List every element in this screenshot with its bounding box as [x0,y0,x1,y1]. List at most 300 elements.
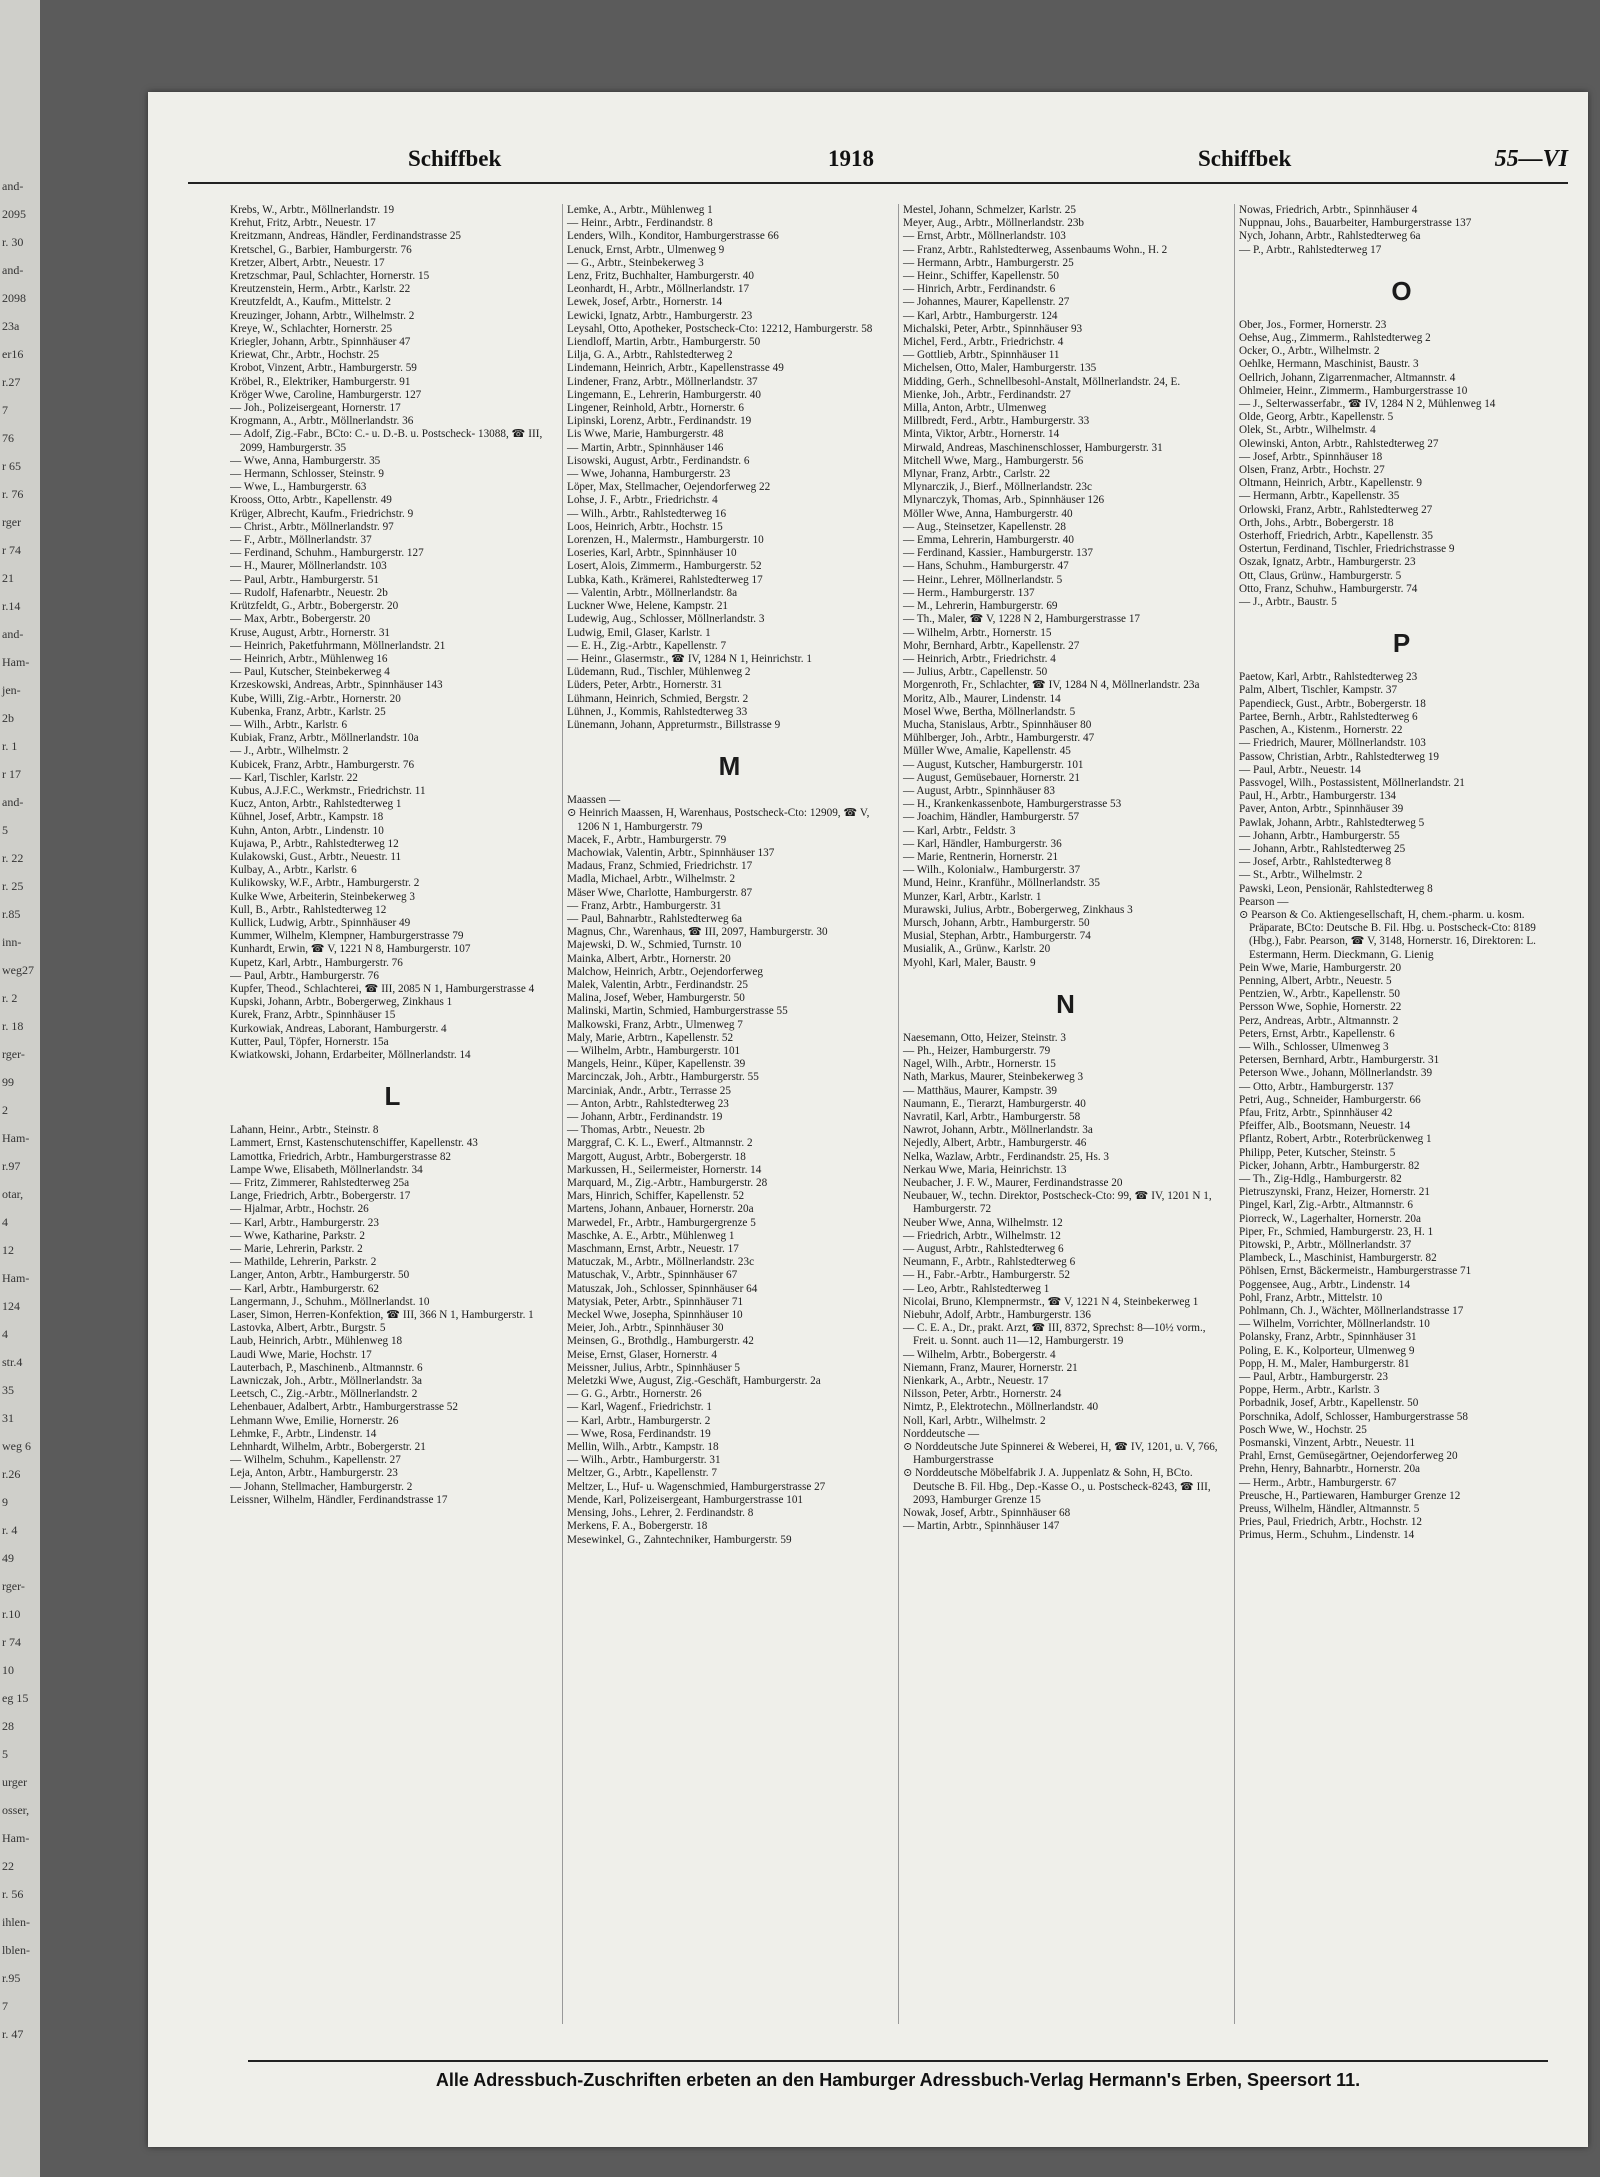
directory-entry: — Wilh., Schlosser, Ulmenweg 3 [1239,1040,1389,1053]
directory-entry: Meissner, Julius, Arbtr., Spinnhäuser 5 [567,1361,740,1374]
directory-entry: Matuszak, Joh., Schlosser, Spinnhäuser 64 [567,1282,758,1295]
directory-entry: Murawski, Julius, Arbtr., Bobergerweg, Zinkhaus 3 [903,903,1133,916]
section-letter: M [718,751,741,782]
directory-entry: Kreuzinger, Johann, Arbtr., Wilhelmstr. 2 [230,309,415,322]
directory-entry: Orth, Johs., Arbtr., Bobergerstr. 18 [1239,516,1394,529]
directory-entry: — Paul, Arbtr., Hamburgerstr. 76 [230,969,379,982]
directory-entry: Löper, Max, Stellmacher, Oejendorferweg 22 [567,481,771,494]
section-letter: L [384,1081,401,1112]
directory-entry: Lenz, Fritz, Buchhalter, Hamburgerstr. 40 [567,270,754,283]
margin-fragment: ihlen- [2,1915,30,1929]
directory-entry: Meltzer, L., Huf- u. Wagenschmied, Hamburgerstrasse 27 [567,1480,826,1493]
directory-entry: — Friedrich, Maurer, Möllnerlandstr. 103 [1239,737,1426,750]
directory-entry: Naumann, E., Tierarzt, Hamburgerstr. 40 [903,1097,1086,1110]
directory-entry: — C. E. A., Dr., prakt. Arzt, ☎ III, 8372, Sprechst: 8—10½ vorm., Freit. u. Sonnt. auch 11—12, Hamburgerstr. 19 [903,1322,1206,1348]
directory-entry: Kullick, Ludwig, Arbtr., Spinnhäuser 49 [230,916,411,929]
column-2 [562,204,892,2024]
directory-entry: Pein Wwe, Marie, Hamburgerstr. 20 [1239,961,1402,974]
directory-entry: Lohse, J. F., Arbtr., Friedrichstr. 4 [567,494,718,507]
directory-entry: Pawski, Leon, Pensionär, Rahlstedterweg 8 [1239,882,1433,895]
directory-entry: — Wilhelm, Vorrichter, Möllnerlandstr. 10 [1239,1318,1430,1331]
directory-entry: — Matthäus, Maurer, Kampstr. 39 [903,1084,1057,1097]
directory-entry: — M., Lehrerin, Hamburgerstr. 69 [903,600,1058,613]
directory-entry: Kummer, Wilhelm, Klempner, Hamburgerstrasse 79 [230,930,464,943]
directory-entry: — Herm., Arbtr., Hamburgerstr. 67 [1239,1476,1397,1489]
margin-fragment: r.27 [2,375,21,389]
adjacent-page-strip [0,0,40,2177]
directory-entry: Pflantz, Robert, Arbtr., Roterbrückenweg 1 [1239,1133,1432,1146]
directory-entry: Ober, Jos., Former, Hornerstr. 23 [1239,318,1387,331]
directory-entry: Markussen, H., Seilermeister, Hornerstr. 14 [567,1163,762,1176]
margin-fragment: 7 [2,1999,8,2013]
directory-entry: Lorenzen, H., Malermstr., Hamburgerstr. 10 [567,534,764,547]
directory-entry: Olewinski, Anton, Arbtr., Rahlstedterweg 27 [1239,437,1439,450]
directory-entry: Ludewig, Aug., Schlosser, Möllnerlandstr. 3 [567,613,765,626]
directory-entry: — Th., Maler, ☎ V, 1228 N 2, Hamburgerstrasse 17 [903,613,1141,626]
directory-entry: — F., Arbtr., Möllnerlandstr. 37 [230,534,372,547]
margin-fragment: str.4 [2,1355,23,1369]
directory-entry: — H., Fabr.-Arbtr., Hamburgerstr. 52 [903,1269,1070,1282]
directory-entry: — G. G., Arbtr., Hornerstr. 26 [567,1388,702,1401]
directory-entry: Krüger, Albrecht, Kaufm., Friedrichstr. 9 [230,507,414,520]
directory-entry: Mosel Wwe, Bertha, Möllnerlandstr. 5 [903,705,1076,718]
directory-entry: Lampe Wwe, Elisabeth, Möllnerlandstr. 34 [230,1163,423,1176]
directory-entry: Leissner, Wilhelm, Händler, Ferdinandstrasse 17 [230,1493,448,1506]
directory-entry: Matysiak, Peter, Arbtr., Spinnhäuser 71 [567,1295,744,1308]
directory-entry: Primus, Herm., Schuhm., Lindenstr. 14 [1239,1529,1415,1542]
margin-fragment: 9 [2,1495,8,1509]
directory-entry: — G., Arbtr., Steinbekerweg 3 [567,256,704,269]
margin-fragment: 4 [2,1215,8,1229]
directory-entry: — Friedrich, Arbtr., Wilhelmstr. 12 [903,1229,1061,1242]
column-1 [230,204,555,2024]
directory-entry: Pentzien, W., Arbtr., Kapellenstr. 50 [1239,988,1400,1001]
directory-entry: Kröbel, R., Elektriker, Hamburgerstr. 91 [230,375,411,388]
margin-fragment: urger [2,1775,28,1789]
margin-fragment: r.85 [2,907,21,921]
margin-fragment: 5 [2,1747,8,1761]
directory-entry: — Johann, Arbtr., Rahlstedterweg 25 [1239,842,1406,855]
directory-entry: Paschen, A., Kistenm., Hornerstr. 22 [1239,724,1403,737]
directory-entry: Lauterbach, P., Maschinenb., Altmannstr. 6 [230,1361,423,1374]
directory-entry: Kreutzenstein, Herm., Arbtr., Karlstr. 22 [230,283,411,296]
directory-entry: — Gottlieb, Arbtr., Spinnhäuser 11 [903,349,1060,362]
directory-entry: Pohlmann, Ch. J., Wächter, Möllnerlandstrasse 17 [1239,1305,1464,1318]
directory-entry: Lisowski, August, Arbtr., Ferdinandstr. 6 [567,454,750,467]
directory-entry: — Wilh., Arbtr., Karlstr. 6 [230,718,348,731]
directory-entry: Nerkau Wwe, Maria, Heinrichstr. 13 [903,1163,1067,1176]
directory-entry: Peterson Wwe., Johann, Möllnerlandstr. 39 [1239,1067,1433,1080]
directory-entry: Meltzer, G., Arbtr., Kapellenstr. 7 [567,1467,717,1480]
directory-entry: Marwedel, Fr., Arbtr., Hamburgergrenze 5 [567,1216,756,1229]
directory-entry: — Th., Zig-Hdlg., Hamburgerstr. 82 [1239,1173,1402,1185]
directory-entry: Kulikowsky, W.F., Arbtr., Hamburgerstr. 2 [230,877,420,890]
directory-entry: Piorreck, W., Lagerhalter, Hornerstr. 20a [1239,1212,1421,1225]
directory-entry: Plambeck, L., Maschinist, Hamburgerstr. 82 [1239,1252,1437,1265]
directory-entry: Loseries, Karl, Arbtr., Spinnhäuser 10 [567,547,737,560]
directory-entry: — Heinr., Arbtr., Ferdinandstr. 8 [567,217,713,230]
directory-entry: Mühlberger, Joh., Arbtr., Hamburgerstr. 47 [903,732,1095,745]
directory-entry: Partee, Bernh., Arbtr., Rahlstedterweg 6 [1239,710,1418,723]
directory-entry: Neuber Wwe, Anna, Wilhelmstr. 12 [903,1216,1063,1229]
directory-entry: Kupetz, Karl, Arbtr., Hamburgerstr. 76 [230,956,403,969]
directory-entry: Lenders, Wilh., Konditor, Hamburgerstrasse 66 [567,230,779,243]
directory-entry: Meletzki Wwe, August, Zig.-Geschäft, Hamburgerstr. 2a [567,1375,821,1388]
directory-entry: Macek, F., Arbtr., Hamburgerstr. 79 [567,833,727,846]
margin-fragment: Ham- [2,1831,30,1845]
directory-entry: Mensing, Johs., Lehrer, 2. Ferdinandstr. 8 [567,1507,754,1520]
directory-entry: — Ph., Heizer, Hamburgerstr. 79 [903,1044,1051,1057]
directory-entry: Ostertun, Ferdinand, Tischler, Friedrichstrasse 9 [1239,543,1455,556]
directory-entry: Malek, Valentin, Arbtr., Ferdinandstr. 25 [567,978,748,991]
margin-fragment: r. 30 [2,235,24,249]
directory-entry: Poggensee, Aug., Arbtr., Lindenstr. 14 [1239,1278,1410,1291]
directory-entry: Lenuck, Ernst, Arbtr., Ulmenweg 9 [567,243,725,256]
directory-entry: — Wwe, Anna, Hamburgerstr. 35 [230,454,381,467]
directory-entry: Marciniak, Andr., Arbtr., Terrasse 25 [567,1084,731,1097]
directory-entry: Philipp, Peter, Kutscher, Steinstr. 5 [1239,1146,1396,1159]
directory-entry: — Paul, Arbtr., Hamburgerstr. 51 [230,573,379,586]
directory-entry: Kulbay, A., Arbtr., Karlstr. 6 [230,864,357,877]
margin-fragment: inn- [2,935,22,949]
directory-entry: — Leo, Arbtr., Rahlstedterweg 1 [903,1282,1050,1295]
directory-entry: Olsen, Franz, Arbtr., Hochstr. 27 [1239,464,1385,477]
directory-entry: Malkowski, Franz, Arbtr., Ulmenweg 7 [567,1018,743,1031]
directory-columns [230,204,1565,2024]
directory-entry: — August, Arbtr., Spinnhäuser 83 [903,784,1055,797]
directory-entry: Meyer, Aug., Arbtr., Möllnerlandstr. 23b [903,217,1085,230]
directory-entry: — Wilh., Arbtr., Rahlstedterweg 16 [567,507,727,520]
directory-entry: — Marie, Rentnerin, Hornerstr. 21 [903,850,1059,863]
directory-entry: Maschmann, Ernst, Arbtr., Neuestr. 17 [567,1243,739,1256]
directory-entry: — Mathilde, Lehrerin, Parkstr. 2 [230,1256,377,1269]
directory-entry: — Paul, Kutscher, Steinbekerweg 4 [230,666,390,679]
directory-entry: Peters, Ernst, Arbtr., Kapellenstr. 6 [1239,1027,1395,1040]
directory-entry: — Wwe, Rosa, Ferdinandstr. 19 [567,1427,711,1440]
directory-entry: — Heinrich, Arbtr., Friedrichstr. 4 [903,652,1056,665]
directory-entry: Morgenroth, Fr., Schlachter, ☎ IV, 1284 N 4, Möllnerlandstr. 23a [903,679,1200,692]
directory-entry: Myohl, Karl, Maler, Baustr. 9 [903,956,1036,969]
margin-fragment: 23a [2,319,20,333]
margin-fragment: jen- [2,683,21,697]
header-year: 1918 [828,146,874,171]
directory-entry: Prahl, Ernst, Gemüsegärtner, Oejendorferweg 20 [1239,1450,1458,1463]
directory-entry: Krehut, Fritz, Arbtr., Neuestr. 17 [230,217,376,230]
directory-entry: Lipinski, Lorenz, Arbtr., Ferdinandstr. 19 [567,415,752,428]
directory-entry: Kunhardt, Erwin, ☎ V, 1221 N 8, Hamburgerstr. 107 [230,943,471,956]
directory-entry: — Herm., Hamburgerstr. 137 [903,586,1035,599]
directory-entry: Lühmann, Heinrich, Schmied, Bergstr. 2 [567,692,749,705]
directory-entry: Kull, B., Arbtr., Rahlstedterweg 12 [230,903,387,916]
margin-fragment: r 74 [2,543,21,557]
directory-entry: Marquard, M., Zig.-Arbtr., Hamburgerstr. 28 [567,1177,768,1190]
margin-fragment: 2098 [2,291,26,305]
directory-entry: — Ernst, Arbtr., Möllnerlandstr. 103 [903,230,1066,243]
directory-entry: Mangels, Heinr., Küper, Kapellenstr. 39 [567,1058,746,1071]
directory-entry: Langermann, J., Schuhm., Möllnerlandst. 10 [230,1295,430,1308]
directory-entry: Nejedly, Albert, Arbtr., Hamburgerstr. 46 [903,1137,1087,1150]
margin-fragment: r. 25 [2,879,24,893]
directory-entry: Lis Wwe, Marie, Hamburgerstr. 48 [567,428,724,441]
directory-entry: Maschke, A. E., Arbtr., Mühlenweg 1 [567,1229,735,1242]
margin-fragment: 2 [2,1103,8,1117]
directory-entry: Kuhn, Anton, Arbtr., Lindenstr. 10 [230,824,384,837]
directory-entry: Meier, Joh., Arbtr., Spinnhäuser 30 [567,1322,724,1335]
directory-entry: Lewek, Josef, Arbtr., Hornerstr. 14 [567,296,723,309]
directory-entry: Prehn, Henry, Bahnarbtr., Hornerstr. 20a [1239,1463,1421,1476]
directory-entry: Oehse, Aug., Zimmerm., Rahlstedterweg 2 [1239,332,1431,345]
directory-entry: Palm, Albert, Tischler, Kampstr. 37 [1239,684,1398,697]
directory-entry: Michelsen, Otto, Maler, Hamburgerstr. 135 [903,362,1097,375]
directory-entry: Paver, Anton, Arbtr., Spinnhäuser 39 [1239,803,1404,816]
directory-entry: Penning, Albert, Arbtr., Neuestr. 5 [1239,974,1392,987]
directory-entry: Nowak, Josef, Arbtr., Spinnhäuser 68 [903,1507,1071,1520]
directory-entry: Merkens, F. A., Bobergerstr. 18 [567,1520,708,1533]
directory-page [148,92,1588,2147]
directory-entry: Mellin, Wilh., Arbtr., Kampstr. 18 [567,1441,719,1454]
directory-entry: Lewicki, Ignatz, Arbtr., Hamburgerstr. 23 [567,309,753,322]
directory-entry: Leetsch, C., Zig.-Arbtr., Möllnerlandstr. 2 [230,1388,418,1401]
directory-entry: Ocker, O., Arbtr., Wilhelmstr. 2 [1239,345,1380,358]
margin-fragment: r.95 [2,1971,21,1985]
directory-entry: Lünemann, Johann, Appreturmstr., Billstrasse 9 [567,718,781,731]
directory-entry: Kucz, Anton, Arbtr., Rahlstedterweg 1 [230,798,402,811]
directory-entry: Kulke Wwe, Arbeiterin, Steinbekerweg 3 [230,890,415,903]
margin-fragment: 21 [2,571,14,585]
margin-fragment: r. 47 [2,2027,24,2041]
directory-entry: Polansky, Franz, Arbtr., Spinnhäuser 31 [1239,1331,1417,1344]
directory-entry: Passow, Christian, Arbtr., Rahlstedterweg 19 [1239,750,1440,763]
directory-entry: Oszak, Ignatz, Arbtr., Hamburgerstr. 23 [1239,556,1416,569]
directory-entry: — E. H., Zig.-Arbtr., Kapellenstr. 7 [567,639,727,652]
directory-entry: — Adolf, Zig.-Fabr., BCto: C.- u. D.-B. u. Postscheck- 13088, ☎ III, 2099, Hamburgerstr. 35 [230,428,543,454]
directory-entry: — Wwe, Katharine, Parkstr. 2 [230,1229,365,1242]
directory-entry: — Ferdinand, Kassier., Hamburgerstr. 137 [903,547,1093,560]
directory-entry: Nienkark, A., Arbtr., Neuestr. 17 [903,1375,1049,1388]
directory-entry: Maly, Marie, Arbtrn., Kapellenstr. 52 [567,1031,734,1044]
directory-entry: — August, Kutscher, Hamburgerstr. 101 [903,758,1084,771]
directory-entry: Loos, Heinrich, Arbtr., Hochstr. 15 [567,520,723,533]
directory-entry: Kutter, Paul, Töpfer, Hornerstr. 15a [230,1035,389,1048]
directory-entry: Neumann, F., Arbtr., Rahlstedterweg 6 [903,1256,1076,1269]
directory-entry: Minta, Viktor, Arbtr., Hornerstr. 14 [903,428,1060,441]
margin-fragment: rger [2,515,22,529]
directory-entry: — Heinr., Glasermstr., ☎ IV, 1284 N 1, Heinrichstr. 1 [567,652,812,665]
directory-entry: Paul, H., Arbtr., Hamburgerstr. 134 [1239,790,1397,803]
margin-fragment: r. 4 [2,1523,18,1537]
directory-entry: — Paul, Arbtr., Hamburgerstr. 23 [1239,1371,1388,1384]
directory-entry: Kubenka, Franz, Arbtr., Karlstr. 25 [230,705,386,718]
directory-entry: Mars, Hinrich, Schiffer, Kapellenstr. 52 [567,1190,745,1203]
directory-entry: Oellrich, Johann, Zigarrenmacher, Altmannstr. 4 [1239,371,1456,384]
directory-entry: Kruse, August, Arbtr., Hornerstr. 31 [230,626,391,639]
directory-entry: Pfau, Fritz, Arbtr., Spinnhäuser 42 [1239,1106,1393,1119]
directory-entry: Mohr, Bernhard, Arbtr., Kapellenstr. 27 [903,639,1080,652]
directory-entry: Kriegler, Johann, Arbtr., Spinnhäuser 47 [230,336,411,349]
directory-entry: — Joachim, Händler, Hamburgerstr. 57 [903,811,1080,824]
margin-fragment: 2095 [2,207,26,221]
directory-entry: Pohl, Franz, Arbtr., Mittelstr. 10 [1239,1291,1383,1304]
directory-entry: Milla, Anton, Arbtr., Ulmenweg [903,402,1047,415]
directory-entry: Lüdemann, Rud., Tischler, Mühlenweg 2 [567,666,751,679]
directory-entry: — Emma, Lehrerin, Hamburgerstr. 40 [903,534,1074,547]
directory-entry: Pearson — [1239,895,1289,908]
directory-entry: Porschnika, Adolf, Schlosser, Hamburgerstrasse 58 [1239,1410,1468,1423]
directory-entry: — Karl, Wagenf., Friedrichstr. 1 [567,1401,712,1414]
directory-entry: Musialik, A., Grünw., Karlstr. 20 [903,943,1051,956]
directory-entry: Kühnel, Josef, Arbtr., Kampstr. 18 [230,811,384,824]
margin-fragment: weg27 [2,963,34,977]
directory-entry: — Heinr., Lehrer, Möllnerlandstr. 5 [903,573,1063,586]
margin-fragment: 35 [2,1383,14,1397]
directory-entry: Munzer, Karl, Arbtr., Karlstr. 1 [903,890,1042,903]
directory-entry: Lüders, Peter, Arbtr., Hornerstr. 31 [567,679,723,692]
directory-entry: — August, Arbtr., Rahlstedterweg 6 [903,1243,1064,1256]
directory-entry: Müller Wwe, Amalie, Kapellenstr. 45 [903,745,1071,758]
margin-fragment: r. 1 [2,739,18,753]
directory-entry: Meckel Wwe, Josepha, Spinnhäuser 10 [567,1309,743,1322]
margin-fragment: r.14 [2,599,21,613]
directory-entry: Lingemann, E., Lehrerin, Hamburgerstr. 40 [567,388,761,401]
directory-entry: — Wilh., Kolonialw., Hamburgerstr. 37 [903,864,1081,877]
directory-entry: — Max, Arbtr., Bobergerstr. 20 [230,613,371,626]
directory-entry: Lindemann, Heinrich, Arbtr., Kapellenstrasse 49 [567,362,784,375]
directory-entry: — Paul, Arbtr., Neuestr. 14 [1239,763,1361,776]
directory-entry: Porbadnik, Josef, Arbtr., Kapellenstr. 50 [1239,1397,1419,1410]
directory-entry: Mlynar, Franz, Arbtr., Carlstr. 22 [903,468,1051,481]
directory-entry: Kulakowski, Gust., Arbtr., Neuestr. 11 [230,850,402,863]
directory-entry: Luckner Wwe, Helene, Kampstr. 21 [567,600,729,613]
directory-entry: Lilja, G. A., Arbtr., Rahlstedterweg 2 [567,349,733,362]
directory-entry: Moritz, Alb., Maurer, Lindenstr. 14 [903,692,1061,705]
directory-entry: Laser, Simon, Herren-Konfektion, ☎ III, 366 N 1, Hamburgerstr. 1 [230,1309,534,1322]
directory-entry: Maassen — [567,794,621,807]
directory-entry: Niebuhr, Adolf, Arbtr., Hamburgerstr. 136 [903,1309,1091,1322]
margin-fragment: weg 6 [2,1439,31,1453]
directory-entry: Pöhlsen, Ernst, Bäckermeistr., Hamburgerstrasse 71 [1239,1265,1472,1278]
directory-entry: — Josef, Arbtr., Rahlstedterweg 8 [1239,856,1391,869]
directory-entry: Mucha, Stanislaus, Arbtr., Spinnhäuser 80 [903,718,1092,731]
directory-entry: — Wilhelm, Arbtr., Hamburgerstr. 101 [567,1044,741,1057]
margin-fragment: Ham- [2,1271,30,1285]
directory-entry: — Karl, Arbtr., Hamburgerstr. 62 [230,1282,379,1295]
directory-entry: Machowiak, Valentin, Arbtr., Spinnhäuser 137 [567,846,775,859]
directory-entry: Ludwig, Emil, Glaser, Karlstr. 1 [567,626,711,639]
directory-entry: — Karl, Tischler, Karlstr. 22 [230,771,358,784]
margin-fragment: r 65 [2,459,21,473]
directory-entry: Leonhardt, H., Arbtr., Möllnerlandstr. 17 [567,283,750,296]
directory-entry: Lehmke, F., Arbtr., Lindenstr. 14 [230,1427,377,1440]
directory-entry: Nagel, Wilh., Arbtr., Hornerstr. 15 [903,1058,1056,1071]
directory-entry: Persson Wwe, Sophie, Hornerstr. 22 [1239,1001,1402,1014]
margin-fragment: 124 [2,1299,20,1313]
margin-fragment: and- [2,795,24,809]
margin-fragment: 12 [2,1243,14,1257]
directory-entry: Nych, Johann, Arbtr., Rahlstedterweg 6a [1239,230,1421,243]
directory-entry: Mesewinkel, G., Zahntechniker, Hamburgerstr. 59 [567,1533,792,1546]
directory-entry: Poppe, Herm., Arbtr., Karlstr. 3 [1239,1384,1380,1397]
directory-entry: Michalski, Peter, Arbtr., Spinnhäuser 93 [903,322,1083,335]
directory-entry: Pietruszynski, Franz, Heizer, Hornerstr. 21 [1239,1186,1430,1199]
margin-fragment: 31 [2,1411,14,1425]
column-4 [1234,204,1564,2024]
directory-entry: Pries, Paul, Friedrich, Arbtr., Hochstr. 12 [1239,1516,1423,1529]
directory-entry: Kreutzfeldt, A., Kaufm., Mittelstr. 2 [230,296,391,309]
directory-entry: — Rudolf, Hafenarbtr., Neuestr. 2b [230,586,388,599]
directory-entry: Ohlmeier, Heinr., Zimmerm., Hamburgerstrasse 10 [1239,384,1468,397]
directory-entry: — Joh., Polizeisergeant, Hornerstr. 17 [230,402,401,415]
directory-entry: — Martin, Arbtr., Spinnhäuser 147 [903,1520,1060,1533]
directory-entry: — Aug., Steinsetzer, Kapellenstr. 28 [903,520,1066,533]
margin-fragment: and- [2,179,24,193]
directory-entry: Mäser Wwe, Charlotte, Hamburgerstr. 87 [567,886,753,899]
margin-fragment: Ham- [2,655,30,669]
directory-entry: Kubiak, Franz, Arbtr., Möllnerlandstr. 10a [230,732,419,745]
column-3 [898,204,1228,2024]
directory-entry: Posmanski, Vinzent, Arbtr., Neuestr. 11 [1239,1437,1416,1450]
directory-entry: Orlowski, Franz, Arbtr., Rahlstedterweg 27 [1239,503,1433,516]
directory-entry: Kurkowiak, Andreas, Laborant, Hamburgerstr. 4 [230,1022,447,1035]
directory-entry: — Karl, Arbtr., Hamburgerstr. 2 [567,1414,711,1427]
directory-entry: Lamottka, Friedrich, Arbtr., Hamburgerstrasse 82 [230,1150,452,1163]
directory-entry: Michel, Ferd., Arbtr., Friedrichstr. 4 [903,336,1064,349]
directory-entry: Lehenbauer, Adalbert, Arbtr., Hamburgerstrasse 52 [230,1401,458,1414]
directory-entry: Musial, Stephan, Arbtr., Hamburgerstr. 74 [903,930,1091,943]
directory-entry: Naesemann, Otto, Heizer, Steinstr. 3 [903,1031,1066,1044]
directory-entry: Nelka, Wazlaw, Arbtr., Ferdinandstr. 25, Hs. 3 [903,1150,1110,1163]
directory-entry: — Christ., Arbtr., Möllnerlandstr. 97 [230,520,394,533]
directory-entry: Oltmann, Heinrich, Arbtr., Kapellenstr. 9 [1239,477,1423,490]
directory-entry: Passvogel, Wilh., Postassistent, Möllnerlandstr. 21 [1239,776,1465,789]
directory-entry: — Paul, Bahnarbtr., Rahlstedterweg 6a [567,912,742,925]
directory-entry: Lubka, Kath., Krämerei, Rahlstedterweg 17 [567,573,763,586]
margin-fragment: r.97 [2,1159,21,1173]
margin-fragment: r.26 [2,1467,21,1481]
directory-entry: Lastovka, Albert, Arbtr., Burgstr. 5 [230,1322,386,1335]
directory-entry: Neubacher, J. F. W., Maurer, Ferdinandstrasse 20 [903,1177,1123,1190]
directory-entry: Ott, Claus, Grünw., Hamburgerstr. 5 [1239,569,1402,582]
directory-entry: — Karl, Händler, Hamburgerstr. 36 [903,837,1062,850]
directory-entry: — Franz, Arbtr., Hamburgerstr. 31 [567,899,722,912]
directory-entry: Lehmann Wwe, Emilie, Hornerstr. 26 [230,1414,399,1427]
directory-entry: Kreitzmann, Andreas, Händler, Ferdinandstrasse 25 [230,230,462,243]
directory-entry: Pitowski, P., Arbtr., Möllnerlandstr. 37 [1239,1239,1412,1252]
directory-entry: Madaus, Franz, Schmied, Friedrichstr. 17 [567,860,753,873]
directory-entry: Meinsen, G., Brothdlg., Hamburgerstr. 42 [567,1335,754,1348]
directory-entry: Kretschel, G., Barbier, Hamburgerstr. 76 [230,243,412,256]
directory-entry: Mitchell Wwe, Marg., Hamburgerstr. 56 [903,454,1084,467]
section-letter: P [1392,628,1411,659]
directory-entry: ⊙ Pearson & Co. Aktiengesellschaft, H, chem.-pharm. u. kosm. Präparate, BCto: Deutsche B. Fil. Hbg. u. Postscheck-Cto: 8189 (Hbg.), Fabr. Pearson, ☎ V, 3148, Hornerstr. 16, Direktoren: L. Estermann, Herm. Dieckmann, G. Lienig [1239,908,1536,961]
margin-fragment: r 74 [2,1635,21,1649]
directory-entry: Poling, E. K., Kolporteur, Ulmenweg 9 [1239,1344,1415,1357]
directory-entry: Nuppnau, Johs., Bauarbeiter, Hamburgerstrasse 137 [1239,217,1472,230]
directory-entry: Oehlke, Hermann, Maschinist, Baustr. 3 [1239,358,1419,371]
directory-entry: — Wilhelm, Schuhm., Kapellenstr. 27 [230,1454,401,1467]
directory-entry: Lindener, Franz, Arbtr., Möllnerlandstr. 37 [567,375,758,388]
directory-entry: Krzeskowski, Andreas, Arbtr., Spinnhäuser 143 [230,679,443,692]
directory-entry: Matuschak, V., Arbtr., Spinnhäuser 67 [567,1269,738,1282]
directory-entry: Matuczak, M., Arbtr., Möllnerlandstr. 23c [567,1256,755,1269]
directory-entry: Midding, Gerh., Schnellbesohl-Anstalt, Möllnerlandstr. 24, E. [903,375,1181,388]
directory-entry: Krogmann, A., Arbtr., Möllnerlandstr. 36 [230,415,414,428]
directory-entry: Mirwald, Andreas, Maschinenschlosser, Hamburgerstr. 31 [903,441,1163,454]
directory-entry: Piper, Fr., Schmied, Hamburgerstr. 23, H. 1 [1239,1225,1434,1238]
directory-entry: — P., Arbtr., Rahlstedterweg 17 [1239,243,1382,256]
directory-entry: Marggraf, C. K. L., Ewerf., Altmannstr. 2 [567,1137,753,1150]
directory-entry: Mestel, Johann, Schmelzer, Karlstr. 25 [903,204,1076,216]
directory-entry: Laub, Heinrich, Arbtr., Mühlenweg 18 [230,1335,403,1348]
